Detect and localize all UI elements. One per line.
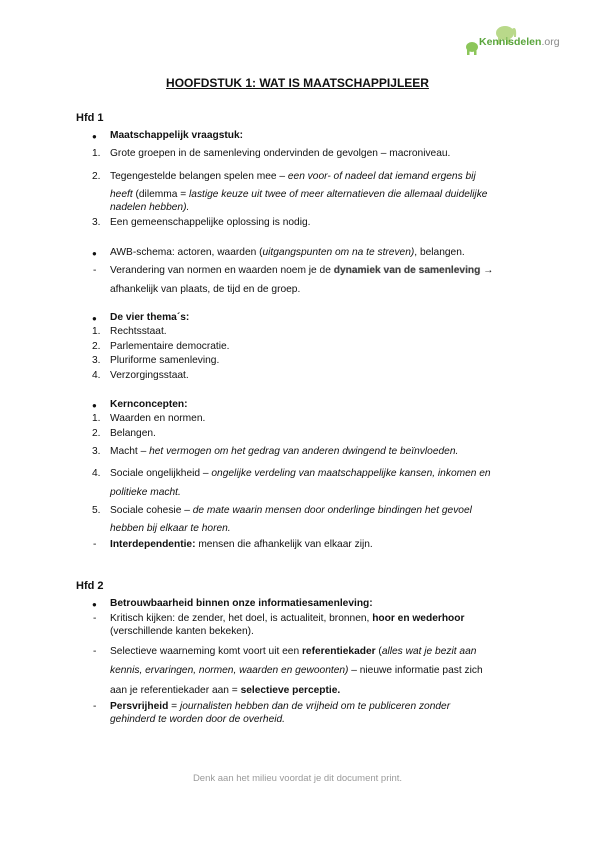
page-footer: Denk aan het milieu voordat je dit document print. <box>192 773 403 784</box>
list-item: Belangen. <box>110 428 156 439</box>
list-number: 3. <box>92 446 101 457</box>
section-heading-hfd1: Hfd 1 <box>76 112 104 124</box>
list-heading: De vier thema´s: <box>110 312 190 323</box>
list-item: Macht – het vermogen om het gedrag van anderen dwingend te beïnvloeden. <box>110 446 459 457</box>
bullet-marker: ● <box>92 600 97 609</box>
list-item-continuation: (verschillende kanten bekeken). <box>110 626 254 637</box>
list-item: Sociale ongelijkheid – ongelijke verdeling van maatschappelijke kansen, inkomen en <box>110 468 491 479</box>
list-item: Rechtsstaat. <box>110 326 167 337</box>
list-number: 5. <box>92 505 101 516</box>
bullet-marker: ● <box>92 401 97 410</box>
list-number: 1. <box>92 148 101 159</box>
list-item-continuation: hebben bij elkaar te horen. <box>110 523 231 534</box>
list-item: Pluriforme samenleving. <box>110 355 220 366</box>
bullet-marker: ● <box>92 132 97 141</box>
list-number: 2. <box>92 341 101 352</box>
list-number: 4. <box>92 370 101 381</box>
list-item-continuation: kennis, ervaringen, normen, waarden en gewoonten) – nieuwe informatie past zich <box>110 665 483 676</box>
list-item: Een gemeenschappelijke oplossing is nodig. <box>110 217 311 228</box>
list-item-continuation: nadelen hebben). <box>110 202 190 213</box>
list-item-continuation: aan je referentiekader aan = selectieve perceptie. <box>110 685 341 696</box>
list-item: Interdependentie: mensen die afhankelijk van elkaar zijn. <box>110 539 373 550</box>
logo-domain-text: .org <box>541 36 560 48</box>
list-item-continuation: gehinderd te worden door de overheid. <box>110 714 286 725</box>
list-item: Tegengestelde belangen spelen mee – een voor- of nadeel dat iemand ergens bij <box>110 171 476 182</box>
section-heading-hfd2: Hfd 2 <box>76 580 104 592</box>
list-item: AWB-schema: actoren, waarden (uitgangspunten om na te streven), belangen. <box>110 247 465 258</box>
list-heading: Kernconcepten: <box>110 399 188 410</box>
list-number: 4. <box>92 468 101 479</box>
dash-marker: - <box>93 613 97 624</box>
list-item: Verandering van normen en waarden noem je de dynamiek van de samenleving → <box>110 265 494 276</box>
list-item: Grote groepen in de samenleving ondervinden de gevolgen – macroniveau. <box>110 148 451 159</box>
dash-marker: - <box>93 701 97 712</box>
list-number: 2. <box>92 428 101 439</box>
bullet-marker: ● <box>92 249 97 258</box>
list-item: Waarden en normen. <box>110 413 206 424</box>
bullet-marker: ● <box>92 314 97 323</box>
list-heading: Betrouwbaarheid binnen onze informatiesamenleving: <box>110 598 373 609</box>
list-item-continuation: heeft (dilemma = lastige keuze uit twee of meer alternatieven die allemaal duidelijke <box>110 189 488 200</box>
dash-marker: - <box>93 539 97 550</box>
list-item: Selectieve waarneming komt voort uit een referentiekader (alles wat je bezit aan <box>110 646 477 657</box>
site-logo[interactable] <box>457 17 577 61</box>
list-item: Sociale cohesie – de mate waarin mensen door onderlinge bindingen het gevoel <box>110 505 472 516</box>
list-item: Verzorgingsstaat. <box>110 370 189 381</box>
list-item: Maatschappelijk vraagstuk: <box>110 130 244 141</box>
dash-marker: - <box>93 646 97 657</box>
list-item: Kritisch kijken: de zender, het doel, is actualiteit, bronnen, hoor en wederhoor <box>110 613 465 624</box>
dash-marker: - <box>93 265 97 276</box>
document-title: HOOFDSTUK 1: WAT IS MAATSCHAPPIJLEER <box>166 76 429 90</box>
logo-brand-text: Kennisdelen <box>479 36 542 48</box>
list-item-continuation: afhankelijk van plaats, de tijd en de groep. <box>110 284 301 295</box>
list-number: 1. <box>92 413 101 424</box>
list-number: 3. <box>92 217 101 228</box>
list-number: 3. <box>92 355 101 366</box>
list-item: Parlementaire democratie. <box>110 341 230 352</box>
list-item: Persvrijheid = journalisten hebben dan de vrijheid om te publiceren zonder <box>110 701 451 712</box>
list-number: 1. <box>92 326 101 337</box>
list-number: 2. <box>92 171 101 182</box>
list-item-continuation: politieke macht. <box>110 487 181 498</box>
